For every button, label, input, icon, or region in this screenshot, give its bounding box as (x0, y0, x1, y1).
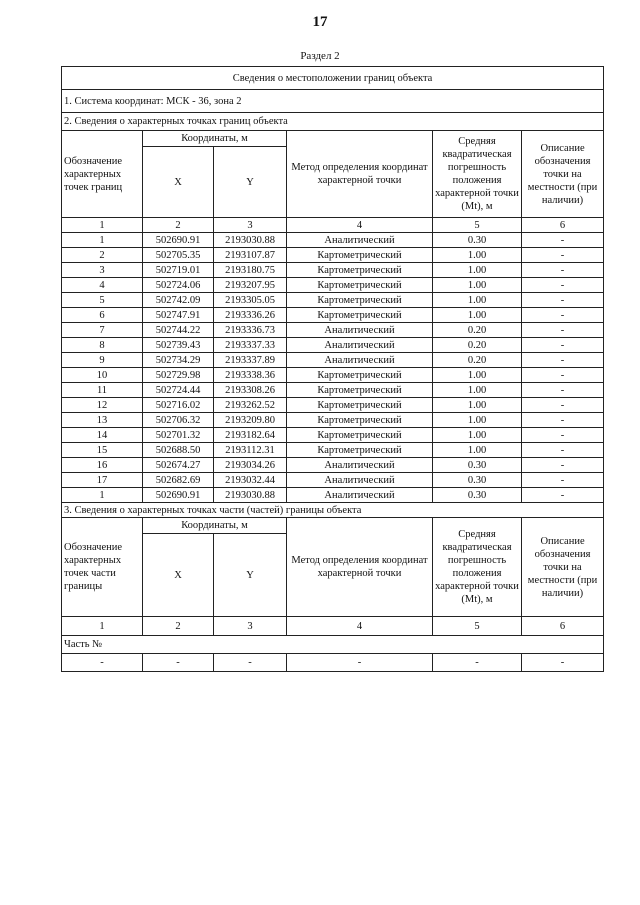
table-row (62, 443, 604, 458)
table-row (62, 353, 604, 368)
point-description: - (522, 398, 604, 413)
column-index-row-part (62, 617, 604, 636)
table-row (62, 458, 604, 473)
column-index: 4 (287, 218, 433, 233)
header-point-part: Обозначение характерных точек части границы (62, 518, 143, 617)
point-method: Аналитический (287, 323, 433, 338)
table-row (62, 263, 604, 278)
point-number: 5 (62, 293, 143, 308)
point-error: 1.00 (433, 368, 522, 383)
table-row (62, 323, 604, 338)
table-row (62, 413, 604, 428)
table-row (62, 278, 604, 293)
point-method: Аналитический (287, 233, 433, 248)
header-x-part: X (143, 534, 214, 617)
point-method: Картометрический (287, 293, 433, 308)
section-label: Раздел 2 (300, 50, 340, 62)
header-error: Средняя квадратическая погрешность положения характерной точки (Mt), м (433, 131, 522, 218)
point-x: 502734.29 (143, 353, 214, 368)
point-description: - (522, 278, 604, 293)
point-method: Картометрический (287, 428, 433, 443)
table-row (62, 308, 604, 323)
point-error: 1.00 (433, 428, 522, 443)
point-description: - (522, 338, 604, 353)
point-x: 502674.27 (143, 458, 214, 473)
point-x: 502701.32 (143, 428, 214, 443)
point-y: 2193207.95 (214, 278, 287, 293)
point-error: 1.00 (433, 263, 522, 278)
point-error: 0.30 (433, 233, 522, 248)
table-row (62, 428, 604, 443)
point-y: 2193337.33 (214, 338, 287, 353)
empty-cell: - (522, 654, 604, 672)
header-method: Метод определения координат характерной точки (287, 131, 433, 218)
point-number: 10 (62, 368, 143, 383)
header-point: Обозначение характерных точек границ (62, 131, 143, 218)
empty-cell: - (287, 654, 433, 672)
point-number: 16 (62, 458, 143, 473)
point-method: Картометрический (287, 278, 433, 293)
empty-cell: - (143, 654, 214, 672)
point-y: 2193209.80 (214, 413, 287, 428)
column-index: 3 (214, 218, 287, 233)
point-x: 502739.43 (143, 338, 214, 353)
point-y: 2193336.73 (214, 323, 287, 338)
point-method: Аналитический (287, 488, 433, 503)
point-method: Картометрический (287, 413, 433, 428)
column-index: 4 (287, 617, 433, 636)
header-coords: Координаты, м (143, 131, 287, 147)
header-method-part: Метод определения координат характерной точки (287, 518, 433, 617)
point-description: - (522, 473, 604, 488)
point-y: 2193338.36 (214, 368, 287, 383)
point-error: 1.00 (433, 308, 522, 323)
point-description: - (522, 443, 604, 458)
header-description-part: Описание обозначения точки на местности (при наличии) (522, 518, 604, 617)
point-description: - (522, 353, 604, 368)
coord-system: 1. Система координат: МСК - 36, зона 2 (62, 90, 604, 113)
point-number: 8 (62, 338, 143, 353)
header-y-part: Y (214, 534, 287, 617)
point-method: Картометрический (287, 263, 433, 278)
point-x: 502729.98 (143, 368, 214, 383)
point-method: Картометрический (287, 308, 433, 323)
column-index: 2 (143, 617, 214, 636)
point-x: 502706.32 (143, 413, 214, 428)
point-description: - (522, 233, 604, 248)
point-error: 0.30 (433, 458, 522, 473)
point-x: 502690.91 (143, 233, 214, 248)
header-x: X (143, 147, 214, 218)
table-title: Сведения о местоположении границ объекта (62, 67, 604, 90)
point-y: 2193107.87 (214, 248, 287, 263)
table-row (62, 398, 604, 413)
point-number: 13 (62, 413, 143, 428)
points-body (62, 233, 604, 503)
point-y: 2193112.31 (214, 443, 287, 458)
point-y: 2193262.52 (214, 398, 287, 413)
point-method: Аналитический (287, 473, 433, 488)
point-x: 502747.91 (143, 308, 214, 323)
column-index: 5 (433, 617, 522, 636)
point-description: - (522, 368, 604, 383)
point-number: 1 (62, 233, 143, 248)
point-x: 502724.06 (143, 278, 214, 293)
point-y: 2193308.26 (214, 383, 287, 398)
point-y: 2193336.26 (214, 308, 287, 323)
page-number: 17 (312, 14, 328, 30)
point-description: - (522, 323, 604, 338)
point-error: 0.30 (433, 488, 522, 503)
empty-row (62, 654, 604, 672)
column-index: 6 (522, 218, 604, 233)
point-number: 6 (62, 308, 143, 323)
point-error: 1.00 (433, 413, 522, 428)
point-y: 2193030.88 (214, 233, 287, 248)
point-description: - (522, 248, 604, 263)
point-y: 2193034.26 (214, 458, 287, 473)
point-number: 9 (62, 353, 143, 368)
point-x: 502719.01 (143, 263, 214, 278)
point-number: 4 (62, 278, 143, 293)
point-description: - (522, 488, 604, 503)
column-index-row (62, 218, 604, 233)
point-number: 3 (62, 263, 143, 278)
boundary-table (61, 66, 604, 672)
point-method: Картометрический (287, 248, 433, 263)
point-x: 502688.50 (143, 443, 214, 458)
point-y: 2193337.89 (214, 353, 287, 368)
point-y: 2193030.88 (214, 488, 287, 503)
point-error: 0.20 (433, 353, 522, 368)
header-description: Описание обозначения точки на местности (при наличии) (522, 131, 604, 218)
part3-title: 3. Сведения о характерных точках части (частей) границы объекта (62, 503, 604, 518)
column-index: 1 (62, 218, 143, 233)
point-description: - (522, 293, 604, 308)
point-number: 17 (62, 473, 143, 488)
point-method: Картометрический (287, 368, 433, 383)
table-row (62, 473, 604, 488)
table-row (62, 293, 604, 308)
header-coords-part: Координаты, м (143, 518, 287, 534)
point-method: Картометрический (287, 443, 433, 458)
point-y: 2193032.44 (214, 473, 287, 488)
table-row (62, 248, 604, 263)
table-row (62, 233, 604, 248)
point-method: Картометрический (287, 383, 433, 398)
point-number: 12 (62, 398, 143, 413)
point-x: 502724.44 (143, 383, 214, 398)
table-row (62, 488, 604, 503)
point-error: 0.20 (433, 338, 522, 353)
point-method: Аналитический (287, 353, 433, 368)
point-error: 0.30 (433, 473, 522, 488)
header-y: Y (214, 147, 287, 218)
empty-cell: - (433, 654, 522, 672)
column-index: 3 (214, 617, 287, 636)
point-error: 1.00 (433, 278, 522, 293)
point-error: 0.20 (433, 323, 522, 338)
point-number: 15 (62, 443, 143, 458)
column-index: 2 (143, 218, 214, 233)
point-description: - (522, 263, 604, 278)
point-method: Аналитический (287, 458, 433, 473)
point-description: - (522, 428, 604, 443)
point-y: 2193180.75 (214, 263, 287, 278)
point-error: 1.00 (433, 398, 522, 413)
point-error: 1.00 (433, 248, 522, 263)
empty-cell: - (62, 654, 143, 672)
part2-title: 2. Сведения о характерных точках границ объекта (62, 113, 604, 131)
point-x: 502690.91 (143, 488, 214, 503)
point-x: 502682.69 (143, 473, 214, 488)
point-number: 11 (62, 383, 143, 398)
header-error-part: Средняя квадратическая погрешность положения характерной точки (Mt), м (433, 518, 522, 617)
point-error: 1.00 (433, 443, 522, 458)
point-description: - (522, 383, 604, 398)
point-x: 502744.22 (143, 323, 214, 338)
column-index: 5 (433, 218, 522, 233)
point-method: Картометрический (287, 398, 433, 413)
column-index: 1 (62, 617, 143, 636)
table-row (62, 383, 604, 398)
table-row (62, 368, 604, 383)
part-label: Часть № (62, 636, 604, 654)
point-method: Аналитический (287, 338, 433, 353)
point-error: 1.00 (433, 293, 522, 308)
point-description: - (522, 308, 604, 323)
point-y: 2193182.64 (214, 428, 287, 443)
point-x: 502705.35 (143, 248, 214, 263)
point-y: 2193305.05 (214, 293, 287, 308)
point-number: 2 (62, 248, 143, 263)
point-x: 502716.02 (143, 398, 214, 413)
point-number: 14 (62, 428, 143, 443)
point-description: - (522, 413, 604, 428)
point-error: 1.00 (433, 383, 522, 398)
point-number: 7 (62, 323, 143, 338)
column-index: 6 (522, 617, 604, 636)
point-x: 502742.09 (143, 293, 214, 308)
empty-cell: - (214, 654, 287, 672)
point-number: 1 (62, 488, 143, 503)
point-description: - (522, 458, 604, 473)
table-row (62, 338, 604, 353)
